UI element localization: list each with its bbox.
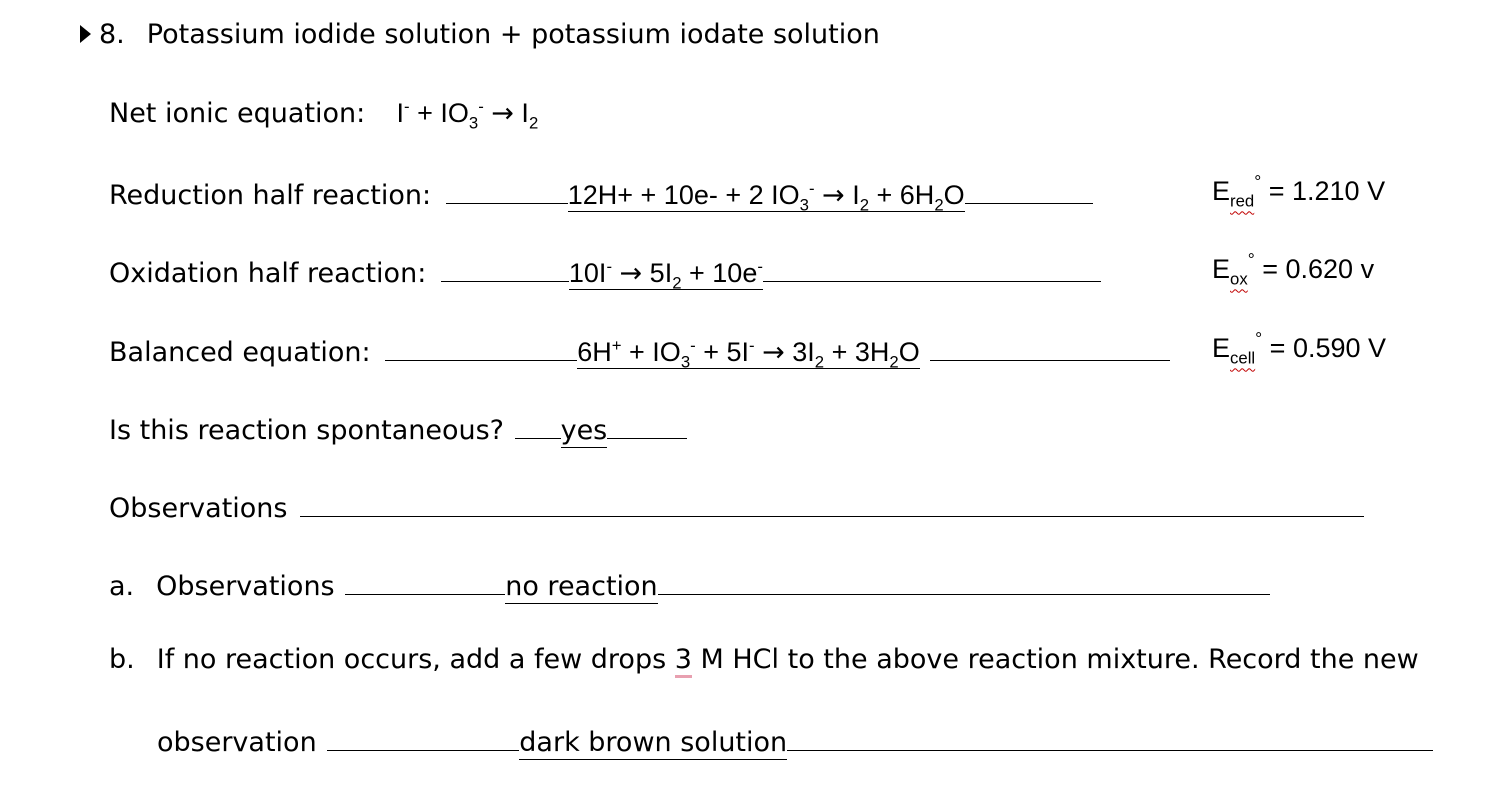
answer-blank — [515, 408, 561, 439]
answer-blank — [345, 564, 505, 595]
reduction-answer[interactable]: 12H+ + 10e- + 2 $IO_3^- \to I_2 + 6H_2O$ — [567, 179, 965, 215]
expand-triangle-icon[interactable] — [80, 25, 91, 43]
answer-blank — [930, 330, 1170, 361]
answer-blank — [965, 173, 1093, 204]
section-title: Potassium iodide solution + potassium iodate solution — [146, 19, 880, 50]
answer-blank — [658, 564, 1270, 595]
net-ionic-row — [109, 95, 538, 132]
reaction-arrow-icon: → — [822, 180, 845, 211]
part-a-answer[interactable]: no reaction — [505, 571, 658, 602]
oxidation-answer[interactable]: $10I^- \to 5I_2 + 10e^-$ — [568, 257, 763, 293]
part-b-observation-label: observation — [157, 727, 317, 758]
observations-row — [109, 486, 1364, 527]
answer-blank — [446, 173, 568, 204]
spontaneous-answer[interactable]: yes — [560, 415, 608, 446]
observations-label: Observations — [109, 493, 288, 524]
answer-blank — [763, 251, 1101, 282]
part-b-observation-row — [157, 720, 1433, 761]
spontaneous-question: Is this reaction spontaneous? — [109, 415, 504, 446]
reduction-label: Reduction half reaction: — [109, 180, 432, 211]
oxidation-potential: $E_{ox}^\circ = 0.620$ v — [1212, 249, 1375, 289]
balanced-label: Balanced equation: — [109, 337, 371, 368]
oxidation-row — [109, 251, 1101, 292]
part-a-label: Observations — [156, 571, 335, 602]
balanced-answer[interactable]: $6H^+ + IO_3^- + 5I^- \to 3I_2 + 3H_2O$ — [577, 336, 920, 372]
part-b-row — [109, 642, 1419, 678]
answer-blank — [385, 330, 577, 361]
answer-blank — [607, 408, 687, 439]
reaction-arrow-icon: → — [762, 337, 785, 368]
part-b-answer[interactable]: dark brown solution — [519, 727, 788, 758]
reaction-arrow-icon: → — [491, 98, 514, 129]
reduction-potential: $E_{red}^\circ = 1.210$ V — [1212, 171, 1386, 211]
reduction-row — [109, 173, 1093, 214]
net-ionic-equation: $I^- + IO_3^- \to I_2$ — [396, 97, 539, 133]
answer-blank — [441, 251, 569, 282]
net-ionic-label: Net ionic equation: — [109, 98, 366, 129]
part-a-marker: a. — [109, 571, 135, 602]
section-number: 8. — [99, 19, 125, 50]
answer-blank — [787, 720, 1433, 751]
observations-field[interactable] — [300, 486, 1364, 517]
section-heading — [80, 17, 880, 53]
reaction-arrow-icon: → — [619, 258, 643, 289]
oxidation-label: Oxidation half reaction: — [109, 258, 427, 289]
balanced-row — [109, 330, 1170, 371]
part-b-text: If no reaction occurs, add a few drops 3 M HCl to the above reaction mixture. Record the new — [157, 644, 1419, 678]
spontaneous-row — [109, 408, 687, 449]
answer-blank — [327, 720, 519, 751]
part-b-marker: b. — [109, 644, 135, 675]
part-a-row — [109, 564, 1270, 605]
cell-potential: $E_{cell}^\circ = 0.590$ V — [1212, 328, 1387, 368]
